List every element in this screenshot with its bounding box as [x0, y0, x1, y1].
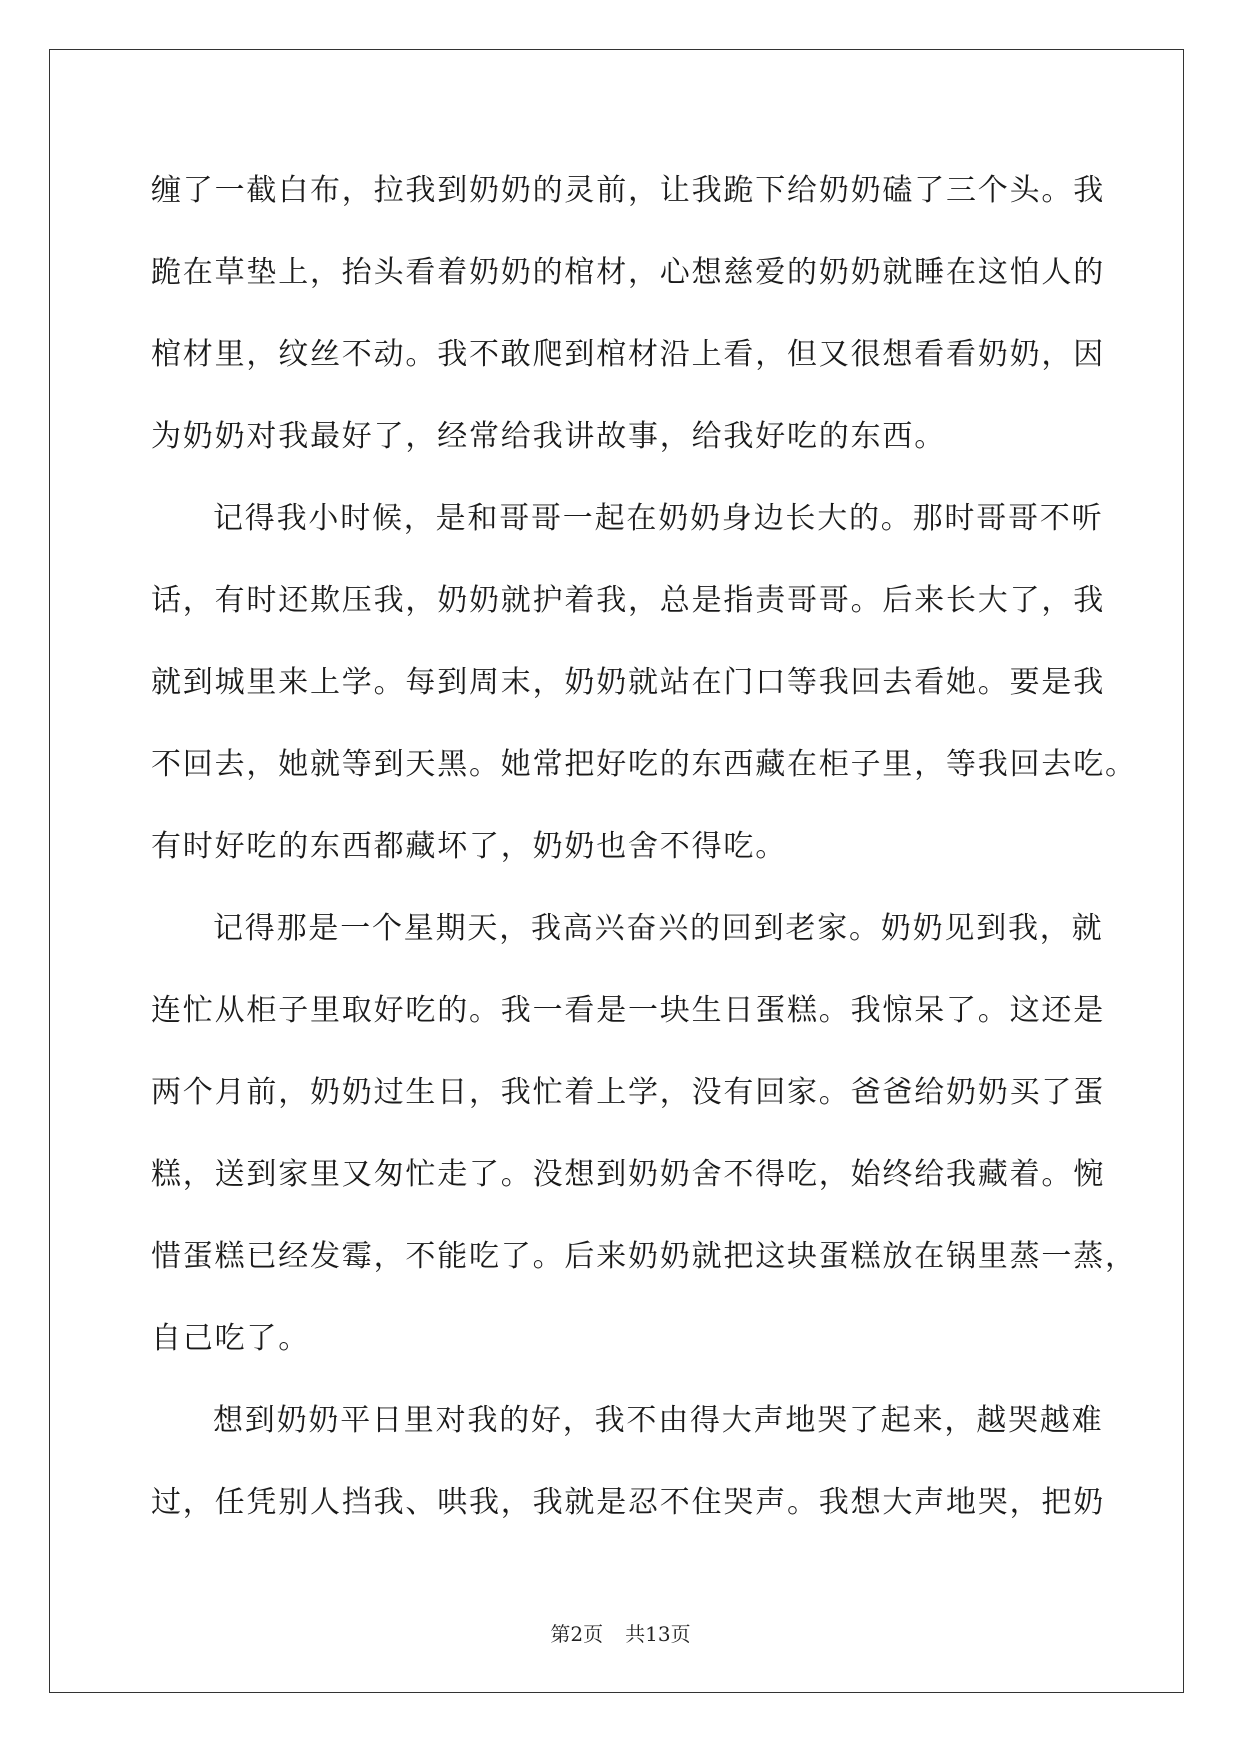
total-pages: 共13页	[625, 1622, 691, 1646]
text-line: 有时好吃的东西都藏坏了，奶奶也舍不得吃。	[151, 829, 787, 864]
text-line: 糕，送到家里又匆忙走了。没想到奶奶舍不得吃，始终给我藏着。惋	[151, 1157, 1105, 1192]
text-line: 跪在草垫上，抬头看着奶奶的棺材，心想慈爱的奶奶就睡在这怕人的	[151, 255, 1105, 290]
text-line: 自己吃了。	[151, 1321, 310, 1356]
paragraph-start-line: 记得那是一个星期天，我高兴奋兴的回到老家。奶奶见到我，就	[213, 911, 1104, 946]
paragraph-start-line: 想到奶奶平日里对我的好，我不由得大声地哭了起来，越哭越难	[213, 1403, 1104, 1438]
text-line: 两个月前，奶奶过生日，我忙着上学，没有回家。爸爸给奶奶买了蛋	[151, 1075, 1105, 1110]
paragraph-start-line: 记得我小时候，是和哥哥一起在奶奶身边长大的。那时哥哥不听	[213, 501, 1104, 536]
text-line: 话，有时还欺压我，奶奶就护着我，总是指责哥哥。后来长大了，我	[151, 583, 1105, 618]
page-number: 第2页	[550, 1622, 604, 1646]
text-line: 不回去，她就等到天黑。她常把好吃的东西藏在柜子里，等我回去吃。	[151, 747, 1137, 782]
text-line: 棺材里，纹丝不动。我不敢爬到棺材沿上看，但又很想看看奶奶，因	[151, 337, 1105, 372]
text-line: 缠了一截白布，拉我到奶奶的灵前，让我跪下给奶奶磕了三个头。我	[151, 173, 1105, 208]
text-line: 过，任凭别人挡我、哄我，我就是忍不住哭声。我想大声地哭，把奶	[151, 1485, 1105, 1520]
text-line: 就到城里来上学。每到周末，奶奶就站在门口等我回去看她。要是我	[151, 665, 1105, 700]
text-line: 惜蛋糕已经发霉，不能吃了。后来奶奶就把这块蛋糕放在锅里蒸一蒸，	[151, 1239, 1137, 1274]
body-text	[151, 164, 1137, 1558]
page-footer	[0, 1618, 1241, 1647]
text-line: 为奶奶对我最好了，经常给我讲故事，给我好吃的东西。	[151, 419, 946, 454]
text-line: 连忙从柜子里取好吃的。我一看是一块生日蛋糕。我惊呆了。这还是	[151, 993, 1105, 1028]
